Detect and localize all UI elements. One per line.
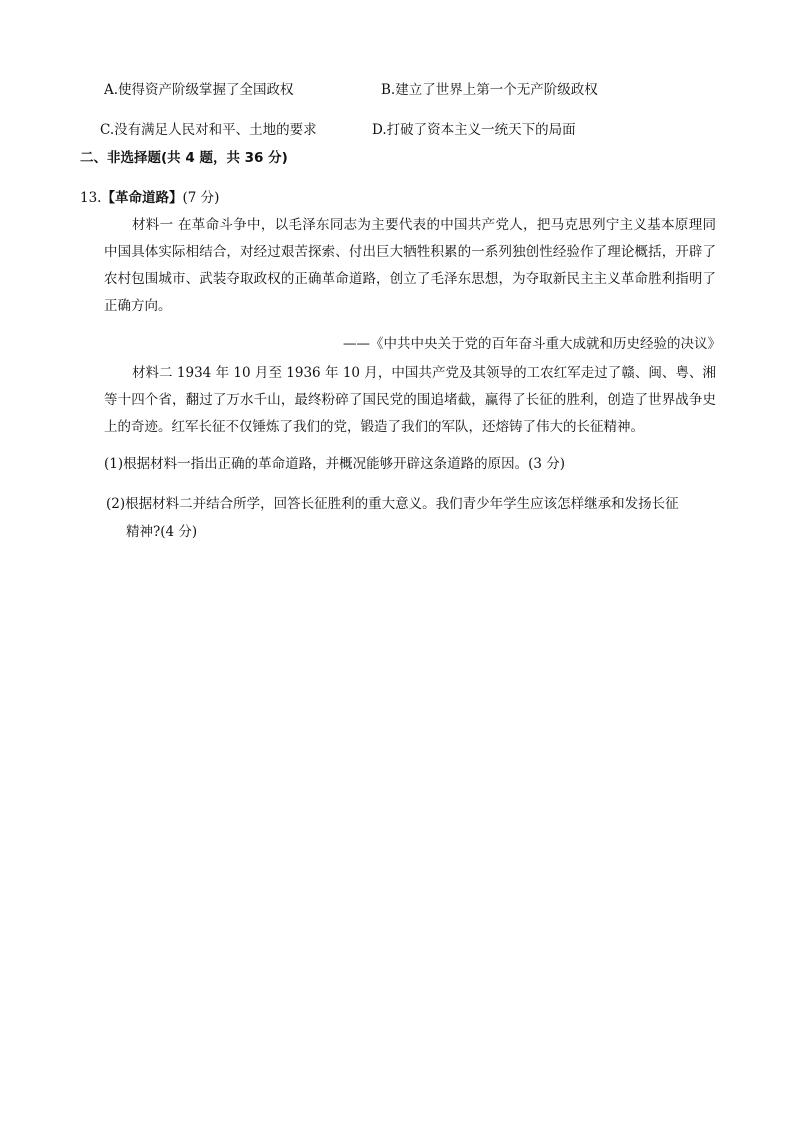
sub-question-1: (1)根据材料一指出正确的革命道路，并概况能够开辟这条道路的原因。(3 分) xyxy=(104,456,566,472)
option-c: C.没有满足人民对和平、土地的要求 xyxy=(100,122,317,138)
question-title: 【革命道路】 xyxy=(101,190,183,206)
question-13-header xyxy=(80,186,219,206)
section-heading: 二、非选择题(共 4 题，共 36 分) xyxy=(80,150,288,166)
sub-question-2-line-1: (2)根据材料二并结合所学，回答长征胜利的重大意义。我们青少年学生应该怎样继承和发扬长征 xyxy=(106,496,679,512)
material-one-source: ——《中共中央关于党的百年奋斗重大成就和历史经验的决议》 xyxy=(343,336,721,352)
question-score: (7 分) xyxy=(182,190,220,206)
material-one: 材料一 在革命斗争中，以毛泽东同志为主要代表的中国共产党人，把马克思列宁主义基本原理同中国具体实际相结合，对经过艰苦探索、付出巨大牺牲积累的一系列独创性经验作了理论概括，开辟了农村包围城市、武装夺取政权的正确革命道路，创立了毛泽东思想，为夺取新民主主义革命胜利指明了正确方向。 xyxy=(104,217,716,314)
sub-question-2-line-2: 精神?(4 分) xyxy=(126,524,198,540)
option-d: D.打破了资本主义一统天下的局面 xyxy=(372,122,576,138)
question-number: 13. xyxy=(80,190,102,206)
option-a: A.使得资产阶级掌握了全国政权 xyxy=(104,82,294,98)
option-b: B.建立了世界上第一个无产阶级政权 xyxy=(381,82,598,98)
material-two: 材料二 1934 年 10 月至 1936 年 10 月，中国共产党及其领导的工农红军走过了赣、闽、粤、湘等十四个省，翻过了万水千山，最终粉碎了国民党的围追堵截，赢得了长征的胜利，创造了世界战争史上的奇迹。红军长征不仅锤炼了我们的党，锻造了我们的军队，还熔铸了伟大的长征精神。 xyxy=(104,365,716,435)
